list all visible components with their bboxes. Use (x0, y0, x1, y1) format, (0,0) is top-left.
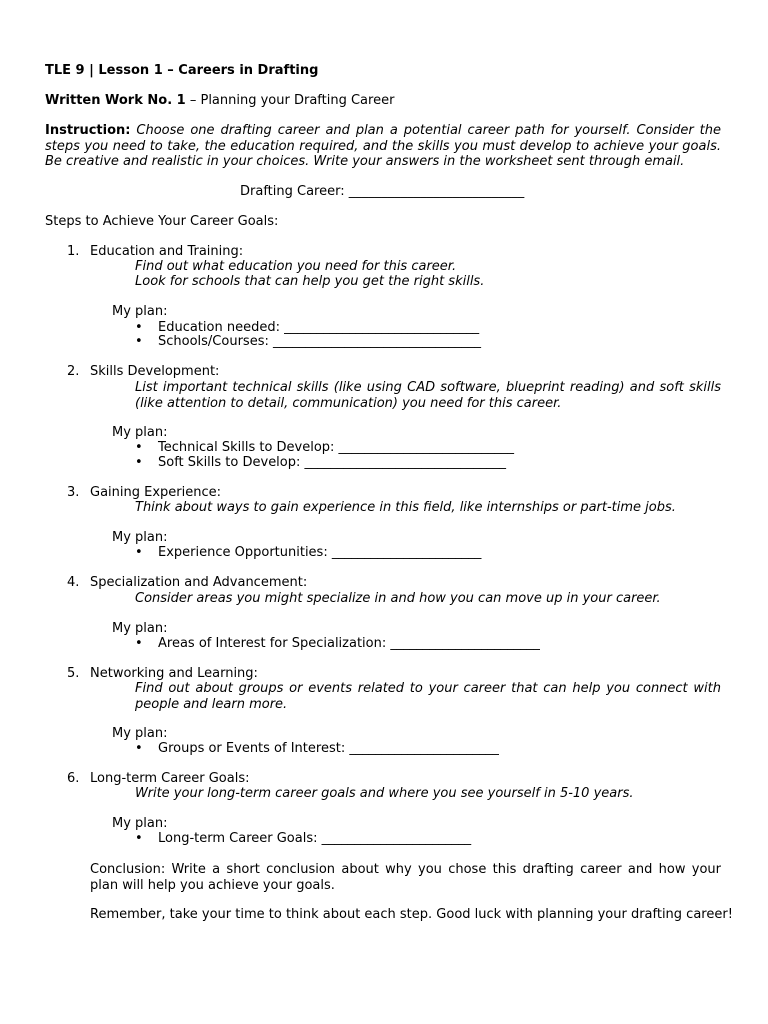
bullet: • (135, 334, 143, 349)
step-guidance: Think about ways to gain experience in this field, like internships or part-time jobs. (135, 500, 676, 515)
steps-heading: Steps to Achieve Your Career Goals: (45, 214, 279, 229)
plan-item: Long-term Career Goals: _______________________ (158, 831, 472, 846)
drafting-career-field: Drafting Career: ___________________________ (240, 184, 525, 199)
step-guidance: Find out about groups or events related to your career that can help you connect with people and learn more. (135, 681, 721, 712)
bullet: • (135, 545, 143, 560)
assignment-title (45, 93, 394, 108)
instruction-paragraph (45, 123, 721, 170)
step-title: Networking and Learning: (90, 666, 258, 681)
closing-remark: Remember, take your time to think about each step. Good luck with planning your drafting career! (90, 907, 733, 922)
plan-item: Groups or Events of Interest: _______________________ (158, 741, 499, 756)
instruction-text: Choose one drafting career and plan a potential career path for yourself. Consider the steps you need to take, the education required, and the skills you must develop to achieve your goals. Be creative and realistic in your choices. Write your answers in the worksheet sent through email. (45, 123, 721, 169)
step-title: Specialization and Advancement: (90, 575, 308, 590)
my-plan-label: My plan: (112, 530, 168, 545)
bullet: • (135, 455, 143, 470)
bullet: • (135, 831, 143, 846)
step-number: 4. (67, 575, 80, 590)
plan-item: Experience Opportunities: _______________________ (158, 545, 482, 560)
step-number: 1. (67, 244, 80, 259)
step-number: 3. (67, 485, 80, 500)
step-guidance: List important technical skills (like using CAD software, blueprint reading) and soft skills (like attention to detail, communication) you need for this career. (135, 380, 721, 411)
step-guidance: Look for schools that can help you get the right skills. (135, 274, 485, 289)
course-title: TLE 9 | Lesson 1 – Careers in Drafting (45, 63, 319, 78)
bullet: • (135, 440, 143, 455)
step-title: Gaining Experience: (90, 485, 222, 500)
step-number: 6. (67, 771, 80, 786)
plan-item: Soft Skills to Develop: _______________________________ (158, 455, 507, 470)
step-guidance: Consider areas you might specialize in and how you can move up in your career. (135, 591, 661, 606)
step-number: 5. (67, 666, 80, 681)
assignment-title-bold: Written Work No. 1 (45, 93, 186, 108)
my-plan-label: My plan: (112, 621, 168, 636)
conclusion-paragraph: Conclusion: Write a short conclusion about why you chose this drafting career and how your plan will help you achieve your goals. (90, 862, 721, 893)
step-title: Long-term Career Goals: (90, 771, 250, 786)
step-title: Education and Training: (90, 244, 244, 259)
my-plan-label: My plan: (112, 726, 168, 741)
plan-item: Schools/Courses: ________________________________ (158, 334, 481, 349)
assignment-title-rest: – Planning your Drafting Career (185, 93, 395, 108)
my-plan-label: My plan: (112, 816, 168, 831)
step-number: 2. (67, 364, 80, 379)
step-title: Skills Development: (90, 364, 220, 379)
instruction-label: Instruction: (45, 123, 131, 138)
plan-item: Technical Skills to Develop: ___________________________ (158, 440, 515, 455)
bullet: • (135, 320, 143, 335)
my-plan-label: My plan: (112, 425, 168, 440)
step-guidance: Write your long-term career goals and where you see yourself in 5-10 years. (135, 786, 634, 801)
my-plan-label: My plan: (112, 304, 168, 319)
plan-item: Areas of Interest for Specialization: _______________________ (158, 636, 540, 651)
bullet: • (135, 636, 143, 651)
bullet: • (135, 741, 143, 756)
step-guidance: Find out what education you need for this career. (135, 259, 457, 274)
plan-item: Education needed: ______________________________ (158, 320, 480, 335)
